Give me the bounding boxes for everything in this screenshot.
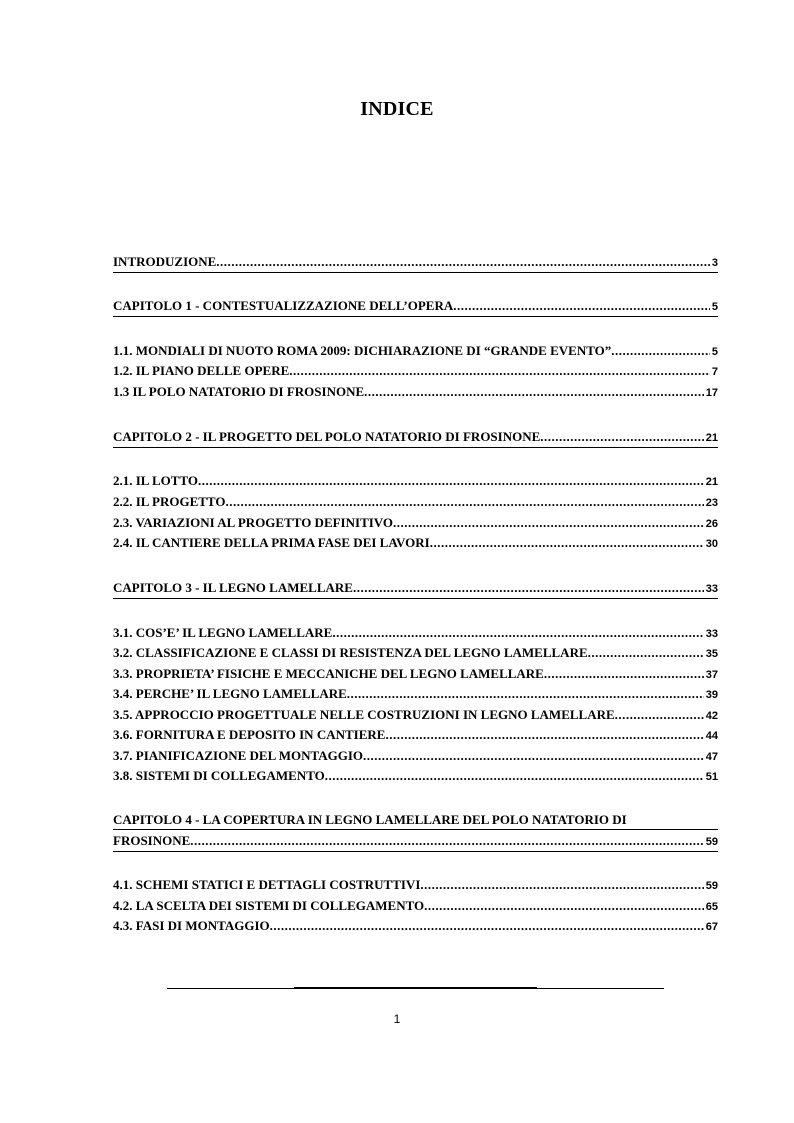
toc-entry-3-4[interactable] [113, 686, 718, 703]
toc-entry-label: INTRODUZIONE [113, 254, 217, 269]
toc-entry-label: CAPITOLO 4 - LA COPERTURA IN LEGNO LAMELLARE DEL POLO NATATORIO DI [113, 812, 627, 827]
leader-dots [347, 686, 704, 702]
leader-dots [588, 645, 704, 661]
toc-entry-page: 59 [705, 836, 718, 848]
toc-entry-page: 21 [705, 432, 718, 444]
leader-dots [353, 580, 704, 596]
toc-entry-label: FROSINONE [113, 833, 191, 848]
page-title: INDICE [360, 98, 434, 120]
toc-entry-1-2[interactable] [113, 363, 718, 380]
toc-entry-3-1[interactable] [113, 625, 718, 642]
toc-entry-label: 3.2. CLASSIFICAZIONE E CLASSI DI RESISTENZA DEL LEGNO LAMELLARE [113, 645, 588, 660]
toc-entry-label: 4.1. SCHEMI STATICI E DETTAGLI COSTRUTTIVI [113, 877, 421, 892]
toc-entry-label: 4.3. FASI DI MONTAGGIO [113, 918, 270, 933]
leader-dots [430, 535, 704, 551]
leader-dots [385, 727, 703, 743]
toc-entry-label: CAPITOLO 3 - IL LEGNO LAMELLARE [113, 580, 353, 595]
toc-entry-label: 1.1. MONDIALI DI NUOTO ROMA 2009: DICHIARAZIONE DI “GRANDE EVENTO” [113, 343, 612, 358]
toc-entry-2-2[interactable] [113, 494, 718, 511]
toc-entry-page: 21 [705, 476, 718, 488]
toc-entry-page: 35 [705, 648, 718, 660]
toc-entry-label: 1.3 IL POLO NATATORIO DI FROSINONE [113, 384, 365, 399]
leader-dots [420, 877, 703, 893]
toc-entry-page: 51 [705, 771, 718, 783]
toc-entry-page: 47 [705, 751, 718, 763]
toc-entry-2-1[interactable] [113, 473, 718, 490]
toc-entry-page: 33 [705, 583, 718, 595]
leader-dots [190, 833, 703, 849]
leader-dots [198, 473, 704, 489]
toc-entry-label: 3.1. COS’E’ IL LEGNO LAMELLARE [113, 625, 333, 640]
leader-dots [332, 625, 703, 641]
toc-entry-page: 33 [705, 628, 718, 640]
toc-entry-page: 5 [711, 346, 718, 358]
toc-entry-label: 4.2. LA SCELTA DEI SISTEMI DI COLLEGAMENTO [113, 898, 425, 913]
toc-entry-page: 39 [705, 689, 718, 701]
leader-dots [363, 748, 704, 764]
leader-dots [453, 298, 710, 314]
leader-dots [225, 494, 703, 510]
toc-entry-3-2[interactable] [113, 645, 718, 662]
toc-entry-page: 67 [705, 921, 718, 933]
toc-entry-3-5[interactable] [113, 707, 718, 724]
leader-dots [289, 363, 710, 379]
toc-entry-page: 5 [711, 301, 718, 313]
leader-dots [615, 707, 704, 723]
toc-entry-page: 26 [705, 518, 718, 530]
toc-entry-chapter-2[interactable] [113, 429, 718, 448]
toc-entry-chapter-4-line1[interactable] [113, 812, 718, 830]
toc-entry-page: 37 [705, 669, 718, 681]
leader-dots [424, 898, 704, 914]
toc-entry-label: CAPITOLO 2 - IL PROGETTO DEL POLO NATATORIO DI FROSINONE [113, 429, 541, 444]
leader-dots [611, 343, 710, 359]
toc-entry-3-8[interactable] [113, 768, 718, 785]
toc-entry-page: 3 [711, 257, 718, 269]
toc-entry-page: 7 [711, 366, 718, 378]
toc-entry-label: CAPITOLO 1 - CONTESTUALIZZAZIONE DELL’OPERA [113, 298, 454, 313]
toc-entry-3-7[interactable] [113, 748, 718, 765]
toc-entry-1-1[interactable] [113, 343, 718, 360]
toc-entry-label: 2.1. IL LOTTO [113, 473, 199, 488]
toc-entry-4-3[interactable] [113, 918, 718, 935]
toc-entry-introduzione[interactable] [113, 254, 718, 273]
toc-entry-page: 17 [705, 387, 718, 399]
toc-entry-chapter-3[interactable] [113, 580, 718, 599]
leader-dots [325, 768, 704, 784]
toc-entry-page: 44 [705, 730, 718, 742]
toc-entry-page: 23 [705, 497, 718, 509]
page-number: 1 [393, 1012, 401, 1026]
toc-entry-label: 3.7. PIANIFICAZIONE DEL MONTAGGIO [113, 748, 364, 763]
leader-dots [216, 254, 710, 270]
toc-entry-page: 65 [705, 901, 718, 913]
toc-entry-2-4[interactable] [113, 535, 718, 552]
leader-dots [540, 429, 703, 445]
leader-dots [364, 384, 704, 400]
leader-dots [393, 515, 704, 531]
toc-entry-label: 2.3. VARIAZIONI AL PROGETTO DEFINITIVO [113, 515, 394, 530]
toc-entry-label: 3.5. APPROCCIO PROGETTUALE NELLE COSTRUZIONI IN LEGNO LAMELLARE [113, 707, 615, 722]
toc-entry-page: 30 [705, 538, 718, 550]
toc-entry-label: 1.2. IL PIANO DELLE OPERE [113, 363, 290, 378]
toc-entry-label: 2.2. IL PROGETTO [113, 494, 226, 509]
toc-entry-label: 3.6. FORNITURA E DEPOSITO IN CANTIERE [113, 727, 386, 742]
toc-entry-chapter-4[interactable] [113, 833, 718, 852]
toc-entry-label: 3.8. SISTEMI DI COLLEGAMENTO [113, 768, 325, 783]
toc-entry-2-3[interactable] [113, 515, 718, 532]
footer-divider-accent [294, 987, 537, 989]
toc-entry-label: 3.3. PROPRIETA’ FISICHE E MECCANICHE DEL LEGNO LAMELLARE [113, 666, 544, 681]
toc-entry-1-3[interactable] [113, 384, 718, 401]
toc-entry-label: 2.4. IL CANTIERE DELLA PRIMA FASE DEI LAVORI [113, 535, 430, 550]
toc-entry-chapter-1[interactable] [113, 298, 718, 317]
toc-entry-3-3[interactable] [113, 666, 718, 683]
toc-entry-page: 59 [705, 880, 718, 892]
toc-entry-label: 3.4. PERCHE’ IL LEGNO LAMELLARE [113, 686, 347, 701]
toc-entry-4-1[interactable] [113, 877, 718, 894]
leader-dots [270, 918, 704, 934]
leader-dots [544, 666, 704, 682]
toc-entry-4-2[interactable] [113, 898, 718, 915]
toc-entry-3-6[interactable] [113, 727, 718, 744]
toc-entry-page: 42 [705, 710, 718, 722]
